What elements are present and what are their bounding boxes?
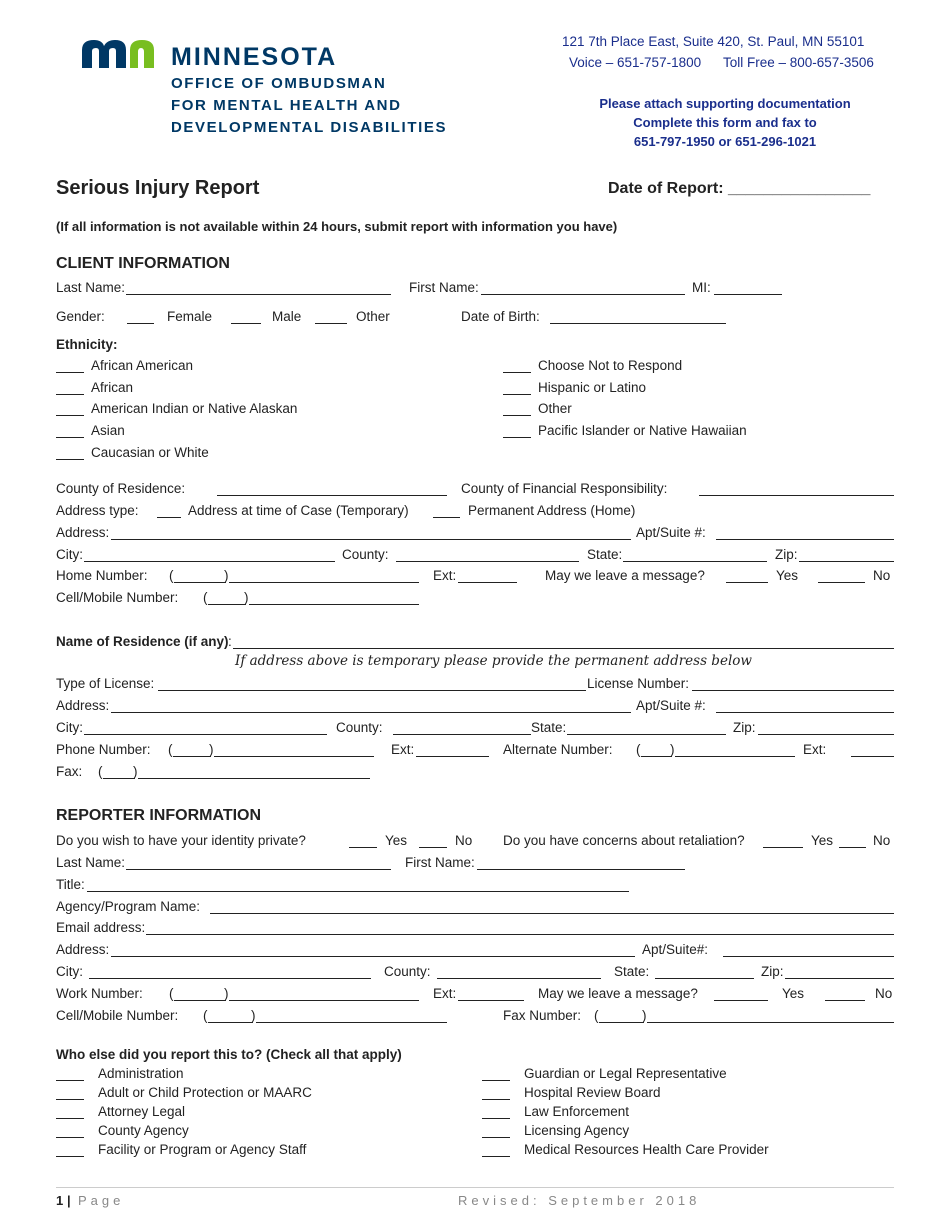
gender-other-checkbox[interactable] (315, 323, 347, 324)
ethnicity-checkbox[interactable] (56, 437, 84, 438)
office-address: 121 7th Place East, Suite 420, St. Paul, MN 55101 (562, 34, 865, 49)
county-financial-field[interactable] (699, 495, 894, 496)
address-temp-checkbox[interactable] (157, 517, 181, 518)
attach-note: Please attach supporting documentation (599, 96, 851, 111)
identity-yes-checkbox[interactable] (349, 847, 377, 848)
reported-option: Attorney Legal (98, 1104, 186, 1119)
residence-zip-label: Zip: (733, 720, 756, 735)
leave-message-label: May we leave a message? (545, 568, 705, 583)
client-apt-label: Apt/Suite #: (636, 525, 706, 540)
work-area-open: ( (169, 986, 174, 1001)
reporter-city-field[interactable] (89, 978, 371, 979)
reported-checkbox[interactable] (482, 1137, 510, 1138)
gender-other-label: Other (356, 309, 390, 324)
availability-note: (If all information is not available within 24 hours, submit report with information you have) (56, 219, 618, 234)
client-apt-field[interactable] (716, 539, 894, 540)
reported-checkbox[interactable] (482, 1099, 510, 1100)
client-info-heading: CLIENT INFORMATION (56, 255, 230, 272)
reporter-message-no-label: No (875, 986, 893, 1001)
client-state-field[interactable] (623, 561, 767, 562)
residence-phone-label: Phone Number: (56, 742, 151, 757)
ethnicity-checkbox[interactable] (56, 372, 84, 373)
logo-line-3: DEVELOPMENTAL DISABILITIES (171, 119, 448, 136)
reporter-leave-message-label: May we leave a message? (538, 986, 698, 1001)
reporter-info-heading: REPORTER INFORMATION (56, 807, 262, 824)
voice-number: Voice – 651-757-1800 (569, 55, 702, 70)
dob-field[interactable] (550, 323, 726, 324)
reporter-fax-open: ( (594, 1008, 599, 1023)
client-zip-field[interactable] (799, 561, 894, 562)
home-area-code-field[interactable] (174, 582, 226, 583)
cell-area-open: ( (203, 590, 208, 605)
address-perm-label: Permanent Address (Home) (468, 503, 636, 518)
reporter-first-name-field[interactable] (477, 869, 685, 870)
work-area-close: ) (224, 986, 229, 1001)
ethnicity-option: Other (538, 401, 572, 416)
residence-name-colon: : (228, 634, 232, 649)
leave-message-no-label: No (873, 568, 891, 583)
residence-city-field[interactable] (84, 734, 327, 735)
reporter-county-field[interactable] (437, 978, 601, 979)
reporter-state-label: State: (614, 964, 650, 979)
work-ext-label: Ext: (433, 986, 457, 1001)
cell-area-code-field[interactable] (208, 604, 246, 605)
cell-number-field[interactable] (249, 604, 419, 605)
residence-name-field[interactable] (233, 648, 894, 649)
reporter-cell-open: ( (203, 1008, 208, 1023)
fax-numbers: 651-797-1950 or 651-296-1021 (633, 134, 817, 149)
work-number-label: Work Number: (56, 986, 143, 1001)
logo-wordmark: MINNESOTA (171, 43, 338, 71)
reporter-address-field[interactable] (111, 956, 635, 957)
gender-male-checkbox[interactable] (231, 323, 261, 324)
reporter-cell-label: Cell/Mobile Number: (56, 1008, 179, 1023)
reported-option: County Agency (98, 1123, 189, 1138)
identity-yes-label: Yes (385, 833, 408, 848)
reporter-apt-field[interactable] (723, 956, 894, 957)
reported-checkbox[interactable] (482, 1080, 510, 1081)
identity-no-label: No (455, 833, 473, 848)
residence-name-label: Name of Residence (if any) (56, 634, 229, 649)
reported-option: Law Enforcement (524, 1104, 630, 1119)
logo-line-1: OFFICE OF OMBUDSMAN (171, 75, 387, 92)
reporter-title-field[interactable] (87, 891, 629, 892)
ethnicity-option: American Indian or Native Alaskan (91, 401, 298, 416)
gender-male-label: Male (272, 309, 302, 324)
reporter-last-name-label: Last Name: (56, 855, 126, 870)
reporter-cell-area-field[interactable] (208, 1022, 253, 1023)
alternate-area-field[interactable] (641, 756, 672, 757)
residence-fax-field[interactable] (138, 778, 370, 779)
page-separator: | (67, 1193, 71, 1208)
reported-checkbox[interactable] (56, 1137, 84, 1138)
residence-phone-field[interactable] (214, 756, 374, 757)
client-county-label: County: (342, 547, 389, 562)
address-type-label: Address type: (56, 503, 139, 518)
ethnicity-option: African American (91, 358, 194, 373)
address-temp-label: Address at time of Case (Temporary) (188, 503, 409, 518)
ethnicity-option: Pacific Islander or Native Hawaiian (538, 423, 747, 438)
email-label: Email address: (56, 920, 146, 935)
leave-message-yes-checkbox[interactable] (726, 582, 768, 583)
logo-line-2: FOR MENTAL HEALTH AND (171, 97, 402, 114)
identity-private-label: Do you wish to have your identity private? (56, 833, 306, 848)
retaliation-no-checkbox[interactable] (839, 847, 866, 848)
client-first-name-label: First Name: (409, 280, 479, 295)
reported-option: Guardian or Legal Representative (524, 1066, 727, 1081)
retaliation-yes-checkbox[interactable] (763, 847, 803, 848)
reporter-zip-label: Zip: (761, 964, 784, 979)
client-city-field[interactable] (84, 561, 335, 562)
tollfree-number: Toll Free – 800-657-3506 (723, 55, 874, 70)
reporter-state-field[interactable] (655, 978, 754, 979)
reporter-cell-close: ) (251, 1008, 256, 1023)
home-number-label: Home Number: (56, 568, 148, 583)
work-number-field[interactable] (229, 1000, 419, 1001)
ethnicity-option: Caucasian or White (91, 445, 209, 460)
reported-option: Licensing Agency (524, 1123, 630, 1138)
reported-to-question: Who else did you report this to? (Check all that apply) (56, 1047, 402, 1062)
agency-name-label: Agency/Program Name: (56, 899, 201, 914)
gender-label: Gender: (56, 309, 105, 324)
email-field[interactable] (146, 934, 894, 935)
residence-fax-close: ) (133, 764, 138, 779)
residence-city-label: City: (56, 720, 83, 735)
client-state-label: State: (587, 547, 623, 562)
gender-female-label: Female (167, 309, 213, 324)
page-word: Page (78, 1193, 125, 1208)
reporter-message-yes-label: Yes (782, 986, 805, 1001)
leave-message-yes-label: Yes (776, 568, 799, 583)
identity-no-checkbox[interactable] (419, 847, 447, 848)
client-mi-field[interactable] (714, 294, 782, 295)
reporter-city-label: City: (56, 964, 83, 979)
permanent-address-note: If address above is temporary please provide the permanent address below (235, 653, 752, 669)
client-city-label: City: (56, 547, 83, 562)
client-address-field[interactable] (111, 539, 631, 540)
residence-fax-area-field[interactable] (103, 778, 135, 779)
reported-option: Facility or Program or Agency Staff (98, 1142, 307, 1157)
reported-option: Administration (98, 1066, 184, 1081)
ethnicity-checkbox[interactable] (503, 437, 531, 438)
home-ext-field[interactable] (458, 582, 517, 583)
residence-apt-field[interactable] (716, 712, 894, 713)
client-mi-label: MI: (692, 280, 711, 295)
alternate-ext-label: Ext: (803, 742, 827, 757)
alternate-ext-field[interactable] (851, 756, 894, 757)
reported-option: Medical Resources Health Care Provider (524, 1142, 769, 1157)
cell-area-close: ) (244, 590, 249, 605)
ethnicity-option: Choose Not to Respond (538, 358, 683, 373)
reported-checkbox[interactable] (56, 1118, 84, 1119)
reported-checkbox[interactable] (56, 1156, 84, 1157)
reporter-title-label: Title: (56, 877, 85, 892)
residence-address-label: Address: (56, 698, 110, 713)
form-title: Serious Injury Report (56, 177, 260, 199)
residence-ext-label: Ext: (391, 742, 415, 757)
reporter-zip-field[interactable] (785, 978, 894, 979)
reporter-message-no-checkbox[interactable] (825, 1000, 865, 1001)
reporter-fax-label: Fax Number: (503, 1008, 582, 1023)
retaliation-yes-label: Yes (811, 833, 834, 848)
residence-phone-area-field[interactable] (173, 756, 211, 757)
alternate-area-open: ( (636, 742, 641, 757)
revised-date: Revised: September 2018 (458, 1193, 701, 1208)
reported-option: Adult or Child Protection or MAARC (98, 1085, 312, 1100)
license-type-field[interactable] (158, 690, 586, 691)
work-ext-field[interactable] (458, 1000, 524, 1001)
reporter-apt-label: Apt/Suite#: (642, 942, 709, 957)
alternate-number-field[interactable] (675, 756, 795, 757)
complete-note: Complete this form and fax to (633, 115, 817, 130)
residence-state-field[interactable] (567, 734, 726, 735)
alternate-area-close: ) (670, 742, 675, 757)
minnesota-logo-mark-icon (80, 36, 158, 70)
license-number-field[interactable] (692, 690, 894, 691)
ethnicity-checkbox[interactable] (56, 459, 84, 460)
address-perm-checkbox[interactable] (433, 517, 460, 518)
cell-number-label: Cell/Mobile Number: (56, 590, 179, 605)
client-county-field[interactable] (396, 561, 579, 562)
reporter-fax-area-field[interactable] (599, 1022, 644, 1023)
work-area-code-field[interactable] (174, 1000, 226, 1001)
reporter-last-name-field[interactable] (126, 869, 391, 870)
residence-phone-open: ( (168, 742, 173, 757)
leave-message-no-checkbox[interactable] (818, 582, 865, 583)
client-zip-label: Zip: (775, 547, 798, 562)
residence-fax-open: ( (98, 764, 103, 779)
residence-zip-field[interactable] (758, 734, 894, 735)
agency-name-field[interactable] (210, 913, 894, 914)
reported-checkbox[interactable] (482, 1118, 510, 1119)
ethnicity-checkbox[interactable] (503, 372, 531, 373)
reporter-fax-field[interactable] (647, 1022, 894, 1023)
ethnicity-checkbox[interactable] (503, 415, 531, 416)
residence-phone-close: ) (209, 742, 214, 757)
residence-ext-field[interactable] (416, 756, 489, 757)
ethnicity-option: Asian (91, 423, 125, 438)
license-number-label: License Number: (587, 676, 690, 691)
license-type-label: Type of License: (56, 676, 155, 691)
residence-fax-label: Fax: (56, 764, 83, 779)
reporter-address-label: Address: (56, 942, 110, 957)
footer-divider (56, 1187, 894, 1188)
ethnicity-label: Ethnicity: (56, 337, 118, 352)
retaliation-label: Do you have concerns about retaliation? (503, 833, 745, 848)
residence-county-field[interactable] (393, 734, 531, 735)
date-of-report[interactable]: Date of Report: ________________ (608, 180, 871, 197)
client-last-name-label: Last Name: (56, 280, 126, 295)
reporter-county-label: County: (384, 964, 431, 979)
client-last-name-field[interactable] (126, 294, 391, 295)
dob-label: Date of Birth: (461, 309, 540, 324)
client-first-name-field[interactable] (481, 294, 685, 295)
client-address-label: Address: (56, 525, 110, 540)
ethnicity-checkbox[interactable] (56, 394, 84, 395)
reported-checkbox[interactable] (56, 1080, 84, 1081)
residence-address-field[interactable] (111, 712, 631, 713)
page-number: 1 (56, 1193, 64, 1208)
county-residence-field[interactable] (217, 495, 447, 496)
retaliation-no-label: No (873, 833, 891, 848)
home-ext-label: Ext: (433, 568, 457, 583)
home-area-close: ) (224, 568, 229, 583)
county-residence-label: County of Residence: (56, 481, 186, 496)
reported-checkbox[interactable] (482, 1156, 510, 1157)
residence-apt-label: Apt/Suite #: (636, 698, 706, 713)
home-area-open: ( (169, 568, 174, 583)
reporter-fax-close: ) (642, 1008, 647, 1023)
reported-option: Hospital Review Board (524, 1085, 661, 1100)
ethnicity-checkbox[interactable] (56, 415, 84, 416)
gender-female-checkbox[interactable] (127, 323, 154, 324)
ethnicity-checkbox[interactable] (503, 394, 531, 395)
reporter-first-name-label: First Name: (405, 855, 475, 870)
reported-checkbox[interactable] (56, 1099, 84, 1100)
ethnicity-option: Hispanic or Latino (538, 380, 647, 395)
reporter-cell-field[interactable] (256, 1022, 447, 1023)
residence-state-label: State: (531, 720, 567, 735)
reporter-message-yes-checkbox[interactable] (714, 1000, 768, 1001)
ethnicity-option: African (91, 380, 134, 395)
county-financial-label: County of Financial Responsibility: (461, 481, 668, 496)
home-number-field[interactable] (229, 582, 419, 583)
residence-county-label: County: (336, 720, 383, 735)
alternate-number-label: Alternate Number: (503, 742, 613, 757)
